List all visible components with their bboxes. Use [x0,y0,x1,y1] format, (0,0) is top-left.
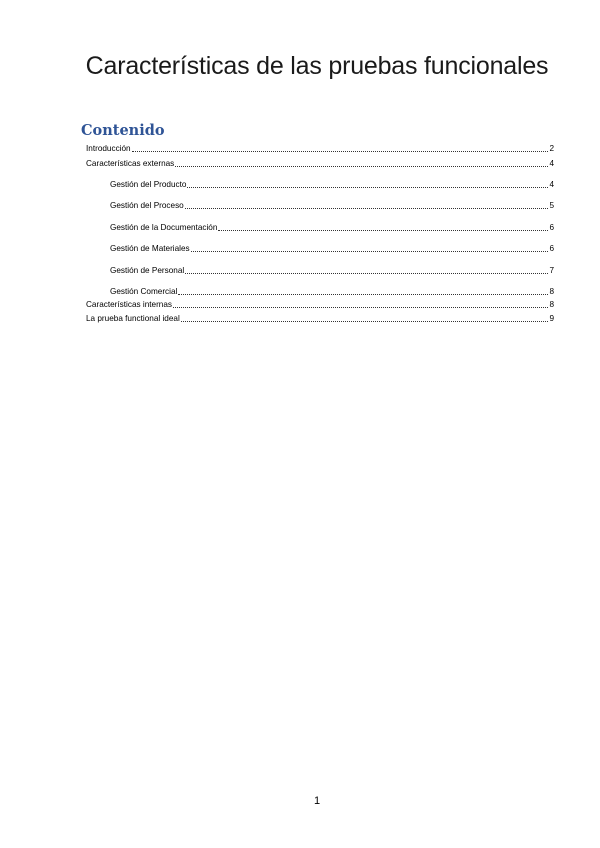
toc-leader-dots [178,294,548,295]
toc-entry-page: 8 [549,300,554,309]
toc-leader-dots [181,321,549,322]
toc-entry-gestion-personal[interactable] [110,264,554,276]
toc-leader-dots [173,307,548,308]
toc-entry-prueba-ideal[interactable] [86,312,554,324]
toc-entry-label: Gestión de la Documentación [110,223,218,232]
toc-entry-caracteristicas-externas[interactable] [86,157,554,169]
toc-entry-caracteristicas-internas[interactable] [86,298,554,310]
toc-entry-page: 8 [549,287,554,296]
toc-entry-page: 5 [549,201,554,210]
toc-entry-gestion-documentacion[interactable] [110,221,554,233]
toc-entry-gestion-comercial[interactable] [110,285,554,297]
toc-leader-dots [191,251,549,252]
toc-leader-dots [185,273,548,274]
toc-entry-page: 9 [549,314,554,323]
toc-entry-label: Gestión de Personal [110,266,185,275]
toc-entry-introduccion[interactable] [86,142,554,154]
document-title: Características de las pruebas funcionales [85,52,549,80]
toc-leader-dots [132,151,549,152]
toc-entry-label: Gestión de Materiales [110,244,190,253]
toc-leader-dots [175,166,548,167]
toc-leader-dots [185,208,549,209]
toc-entry-label: Características internas [86,300,173,309]
toc-entry-page: 7 [549,266,554,275]
toc-entry-gestion-proceso[interactable] [110,199,554,211]
page-number: 1 [313,795,321,807]
toc-entry-label: Gestión del Proceso [110,201,184,210]
toc-entry-page: 4 [549,159,554,168]
toc-entry-page: 6 [549,223,554,232]
toc-entry-label: Gestión Comercial [110,287,178,296]
toc-entry-label: Características externas [86,159,175,168]
toc-entry-page: 2 [549,144,554,153]
toc-entry-gestion-materiales[interactable] [110,242,554,254]
toc-leader-dots [218,230,548,231]
toc-entry-page: 4 [549,180,554,189]
toc-heading: Contenido [81,122,165,139]
toc-entry-page: 6 [549,244,554,253]
toc-entry-label: La prueba functional ideal [86,314,180,323]
toc-leader-dots [187,187,548,188]
toc-entry-gestion-producto[interactable] [110,178,554,190]
toc-entry-label: Gestión del Producto [110,180,187,189]
toc-entry-label: Introducción [86,144,131,153]
